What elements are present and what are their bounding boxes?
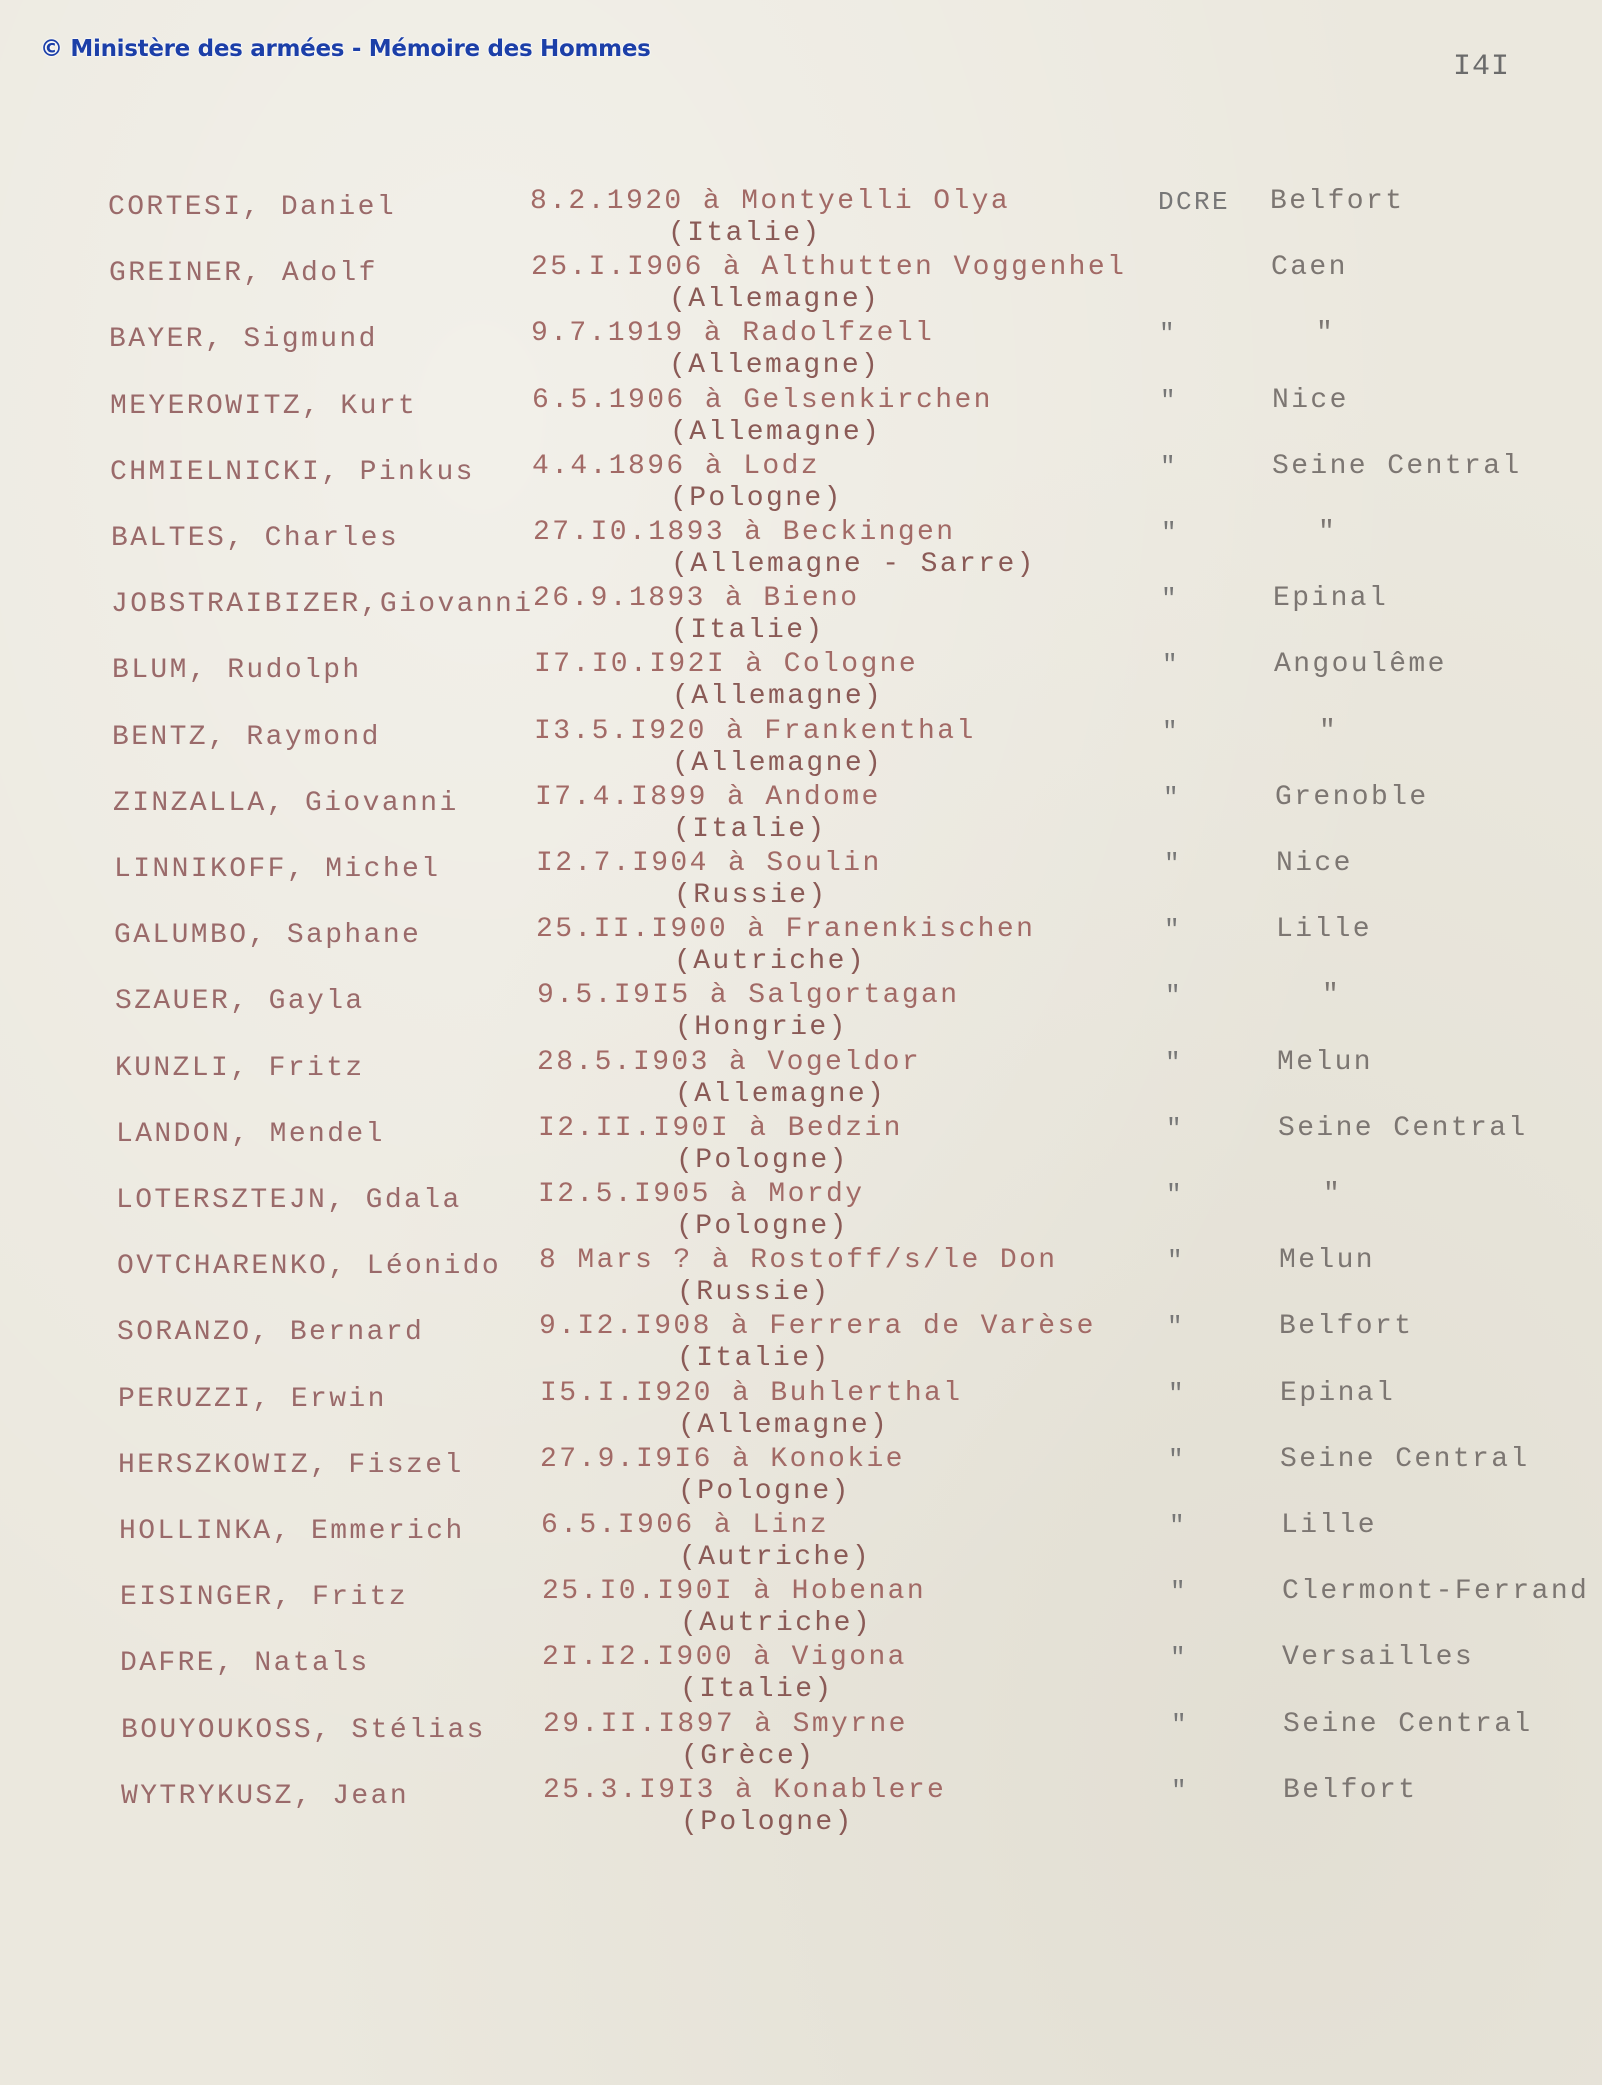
destination: Nice [1276,848,1353,879]
origin-mark: " [1162,717,1181,747]
birth-country: (Allemagne) [669,350,881,381]
person-name: MEYEROWITZ, Kurt [110,391,418,422]
destination: Epinal [1280,1378,1396,1409]
origin-mark: " [1166,1180,1185,1210]
person-name: BALTES, Charles [111,523,400,554]
birth-country: (Hongrie) [675,1012,848,1043]
register-entry [2,451,1602,515]
birth-date-place: 9.I2.I908 à Ferrera de Varèse [539,1311,1096,1342]
person-name: CHMIELNICKI, Pinkus [110,457,475,488]
origin-mark: " [1164,915,1183,945]
person-name: BAYER, Sigmund [109,324,378,355]
person-name: KUNZLI, Fritz [115,1053,365,1084]
person-name: ZINZALLA, Giovanni [113,788,459,819]
register-entry [9,1245,1602,1309]
person-name: BOUYOUKOSS, Stélias [121,1715,486,1746]
person-name: GREINER, Adolf [109,258,378,289]
birth-date-place: 29.II.I897 à Smyrne [543,1709,908,1740]
register-entry [3,583,1602,647]
birth-country: (Allemagne) [678,1410,890,1441]
birth-date-place: 27.9.I9I6 à Konokie [540,1444,905,1475]
register-entry [13,1709,1602,1773]
destination: Seine Central [1272,451,1522,482]
origin-mark: " [1166,1114,1185,1144]
origin-mark: " [1160,452,1179,482]
birth-date-place: I2.5.I905 à Mordy [538,1179,865,1210]
destination: " [1322,980,1342,1011]
birth-date-place: 25.3.I9I3 à Konablere [543,1775,947,1806]
register-entry [9,1311,1602,1375]
birth-country: (Italie) [673,814,827,845]
origin-mark: " [1164,849,1183,879]
page-number: I4I [1453,50,1511,84]
birth-date-place: 26.9.1893 à Bieno [533,583,860,614]
birth-date-place: I2.II.I90I à Bedzin [538,1113,903,1144]
register-entry [5,782,1602,846]
register-entry [3,517,1602,581]
origin-mark: " [1171,1710,1190,1740]
birth-country: (Pologne) [670,483,843,514]
destination: Belfort [1279,1311,1414,1342]
origin-mark: " [1160,386,1179,416]
register-entry [8,1179,1602,1243]
birth-country: (Italie) [671,615,825,646]
person-name: LOTERSZTEJN, Gdala [116,1185,462,1216]
register-entry [1,318,1602,382]
register-entry [2,385,1602,449]
destination: Versailles [1282,1642,1475,1673]
birth-country: (Pologne) [681,1807,854,1838]
birth-date-place: 4.4.1896 à Lodz [532,451,821,482]
person-name: OVTCHARENKO, Léonido [117,1251,502,1282]
birth-date-place: 6.5.I906 à Linz [541,1510,830,1541]
destination: Grenoble [1275,782,1429,813]
birth-date-place: I5.I.I920 à Buhlerthal [540,1378,963,1409]
person-name: BENTZ, Raymond [112,722,381,753]
destination: Melun [1277,1047,1374,1078]
register-entry [10,1444,1602,1508]
register-entry [12,1642,1602,1706]
origin-mark: " [1162,650,1181,680]
birth-date-place: 8 Mars ? à Rostoff/s/le Don [539,1245,1058,1276]
register-entry [13,1775,1602,1839]
birth-country: (Russie) [674,880,828,911]
register-entry [0,186,1602,250]
birth-country: (Allemagne) [669,284,881,315]
origin-mark: " [1165,981,1184,1011]
birth-date-place: 6.5.1906 à Gelsenkirchen [532,385,993,416]
origin-mark: " [1161,518,1180,548]
birth-date-place: 9.7.1919 à Radolfzell [531,318,935,349]
origin-mark: " [1171,1776,1190,1806]
person-name: CORTESI, Daniel [108,192,397,223]
origin-mark: " [1165,1048,1184,1078]
destination: " [1316,318,1336,349]
person-name: SORANZO, Bernard [117,1317,425,1348]
origin-mark: " [1167,1312,1186,1342]
origin-mark: " [1161,584,1180,614]
destination: Seine Central [1283,1709,1533,1740]
register-entry [6,848,1602,912]
destination: Lille [1281,1510,1378,1541]
birth-date-place: 2I.I2.I900 à Vigona [542,1642,907,1673]
destination: Caen [1271,252,1348,283]
register-entry [7,1047,1602,1111]
birth-country: (Autriche) [679,1542,872,1573]
birth-country: (Grèce) [681,1741,816,1772]
birth-country: (Allemagne) [672,681,884,712]
person-name: DAFRE, Natals [120,1648,370,1679]
register-entry [4,716,1602,780]
birth-country: (Allemagne - Sarre) [671,549,1036,580]
register-entry [8,1113,1602,1177]
destination: " [1318,517,1338,548]
destination: Belfort [1270,186,1405,217]
birth-country: (Italie) [677,1343,831,1374]
birth-date-place: 25.I0.I90I à Hobenan [542,1576,927,1607]
destination: Angoulême [1274,649,1447,680]
birth-country: (Italie) [668,218,822,249]
birth-date-place: 9.5.I9I5 à Salgortagan [537,980,960,1011]
register-entry [4,649,1602,713]
copyright-watermark: © Ministère des armées - Mémoire des Hommes [40,36,651,62]
register-entry [12,1576,1602,1640]
person-name: HERSZKOWIZ, Fiszel [118,1450,464,1481]
birth-date-place: I7.I0.I92I à Cologne [534,649,919,680]
birth-country: (Allemagne) [675,1079,887,1110]
register-entry [11,1510,1602,1574]
birth-date-place: 8.2.1920 à Montyelli Olya [530,186,1011,217]
birth-country: (Pologne) [676,1145,849,1176]
register-entry [6,914,1602,978]
birth-country: (Autriche) [674,946,867,977]
birth-date-place: 27.I0.1893 à Beckingen [533,517,956,548]
birth-country: (Allemagne) [670,417,882,448]
destination: Epinal [1273,583,1389,614]
birth-date-place: I2.7.I904 à Soulin [536,848,882,879]
person-name: LANDON, Mendel [116,1119,385,1150]
person-name: LINNIKOFF, Michel [114,854,441,885]
origin-mark: " [1163,783,1182,813]
birth-country: (Allemagne) [672,748,884,779]
birth-country: (Italie) [680,1674,834,1705]
person-name: WYTRYKUSZ, Jean [121,1781,410,1812]
origin-mark: " [1159,319,1178,349]
person-name: HOLLINKA, Emmerich [119,1516,465,1547]
birth-date-place: I7.4.I899 à Andome [535,782,881,813]
birth-country: (Autriche) [680,1608,873,1639]
origin-mark: " [1167,1246,1186,1276]
destination: Nice [1272,385,1349,416]
destination: " [1319,716,1339,747]
birth-date-place: I3.5.I920 à Frankenthal [534,716,976,747]
destination: Melun [1279,1245,1376,1276]
person-name: SZAUER, Gayla [115,986,365,1017]
person-name: BLUM, Rudolph [112,655,362,686]
destination: Seine Central [1280,1444,1530,1475]
birth-country: (Russie) [677,1277,831,1308]
birth-country: (Pologne) [676,1211,849,1242]
register-entry [7,980,1602,1044]
destination: Clermont-Ferrand [1282,1576,1590,1607]
destination: Lille [1276,914,1373,945]
destination: " [1323,1179,1343,1210]
person-name: EISINGER, Fritz [120,1582,409,1613]
origin-mark: " [1170,1577,1189,1607]
birth-country: (Pologne) [678,1476,851,1507]
birth-date-place: 28.5.I903 à Vogeldor [537,1047,922,1078]
origin-mark: " [1169,1511,1188,1541]
origin-mark: " [1170,1643,1189,1673]
destination: Belfort [1283,1775,1418,1806]
origin-mark: DCRE [1158,187,1231,217]
register-entry [10,1378,1602,1442]
origin-mark: " [1168,1379,1187,1409]
register-entry [1,252,1602,316]
birth-date-place: 25.I.I906 à Althutten Voggenhel [531,252,1127,283]
person-name: GALUMBO, Saphane [114,920,422,951]
person-name: PERUZZI, Erwin [118,1384,387,1415]
origin-mark: " [1168,1445,1187,1475]
birth-date-place: 25.II.I900 à Franenkischen [536,914,1036,945]
destination: Seine Central [1278,1113,1528,1144]
person-name: JOBSTRAIBIZER,Giovanni [111,589,534,620]
